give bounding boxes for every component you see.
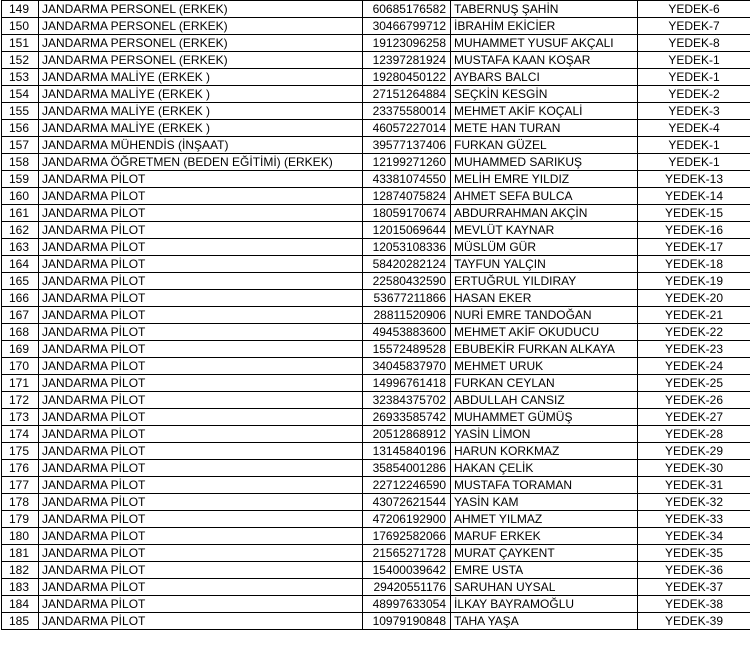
reserve-rank-cell: YEDEK-1 bbox=[638, 154, 750, 171]
full-name-cell: TAYFUN YALÇIN bbox=[451, 256, 638, 273]
table-row bbox=[2, 171, 750, 188]
id-number-cell: 43381074550 bbox=[363, 171, 451, 188]
position-cell: JANDARMA PİLOT bbox=[39, 562, 363, 579]
row-number-cell: 160 bbox=[2, 188, 39, 205]
full-name-cell: MÜSLÜM GÜR bbox=[451, 239, 638, 256]
table-row bbox=[2, 18, 750, 35]
id-number-cell: 22712246590 bbox=[363, 477, 451, 494]
position-cell: JANDARMA PİLOT bbox=[39, 188, 363, 205]
table-row bbox=[2, 511, 750, 528]
reserve-rank-cell: YEDEK-17 bbox=[638, 239, 750, 256]
position-cell: JANDARMA PİLOT bbox=[39, 307, 363, 324]
position-cell: JANDARMA PİLOT bbox=[39, 460, 363, 477]
row-number-cell: 158 bbox=[2, 154, 39, 171]
position-cell: JANDARMA PİLOT bbox=[39, 222, 363, 239]
full-name-cell: MUHAMMET YUSUF AKÇALI bbox=[451, 35, 638, 52]
reserve-rank-cell: YEDEK-1 bbox=[638, 137, 750, 154]
id-number-cell: 26933585742 bbox=[363, 409, 451, 426]
reserve-rank-cell: YEDEK-16 bbox=[638, 222, 750, 239]
row-number-cell: 179 bbox=[2, 511, 39, 528]
table-row bbox=[2, 205, 750, 222]
position-cell: JANDARMA PİLOT bbox=[39, 596, 363, 613]
full-name-cell: AHMET SEFA BULCA bbox=[451, 188, 638, 205]
full-name-cell: MUHAMMED SARIKUŞ bbox=[451, 154, 638, 171]
reserve-rank-cell: YEDEK-3 bbox=[638, 103, 750, 120]
id-number-cell: 30466799712 bbox=[363, 18, 451, 35]
reserve-rank-cell: YEDEK-34 bbox=[638, 528, 750, 545]
id-number-cell: 46057227014 bbox=[363, 120, 451, 137]
full-name-cell: NURİ EMRE TANDOĞAN bbox=[451, 307, 638, 324]
id-number-cell: 47206192900 bbox=[363, 511, 451, 528]
reserve-rank-cell: YEDEK-8 bbox=[638, 35, 750, 52]
row-number-cell: 161 bbox=[2, 205, 39, 222]
position-cell: JANDARMA PİLOT bbox=[39, 324, 363, 341]
position-cell: JANDARMA ÖĞRETMEN (BEDEN EĞİTİMİ) (ERKEK) bbox=[39, 154, 363, 171]
position-cell: JANDARMA PİLOT bbox=[39, 273, 363, 290]
full-name-cell: ERTUĞRUL YILDIRAY bbox=[451, 273, 638, 290]
id-number-cell: 15572489528 bbox=[363, 341, 451, 358]
full-name-cell: METE HAN TURAN bbox=[451, 120, 638, 137]
position-cell: JANDARMA PİLOT bbox=[39, 511, 363, 528]
id-number-cell: 53677211866 bbox=[363, 290, 451, 307]
position-cell: JANDARMA PİLOT bbox=[39, 426, 363, 443]
table-row bbox=[2, 69, 750, 86]
id-number-cell: 48997633054 bbox=[363, 596, 451, 613]
id-number-cell: 22580432590 bbox=[363, 273, 451, 290]
reserve-rank-cell: YEDEK-36 bbox=[638, 562, 750, 579]
reserve-rank-cell: YEDEK-28 bbox=[638, 426, 750, 443]
reserve-rank-cell: YEDEK-20 bbox=[638, 290, 750, 307]
reserve-rank-cell: YEDEK-2 bbox=[638, 86, 750, 103]
row-number-cell: 163 bbox=[2, 239, 39, 256]
position-cell: JANDARMA MALİYE (ERKEK ) bbox=[39, 120, 363, 137]
row-number-cell: 164 bbox=[2, 256, 39, 273]
position-cell: JANDARMA PERSONEL (ERKEK) bbox=[39, 1, 363, 18]
position-cell: JANDARMA PİLOT bbox=[39, 171, 363, 188]
id-number-cell: 12874075824 bbox=[363, 188, 451, 205]
row-number-cell: 178 bbox=[2, 494, 39, 511]
id-number-cell: 34045837970 bbox=[363, 358, 451, 375]
full-name-cell: TAHA YAŞA bbox=[451, 613, 638, 630]
full-name-cell: İLKAY BAYRAMOĞLU bbox=[451, 596, 638, 613]
full-name-cell: SARUHAN UYSAL bbox=[451, 579, 638, 596]
position-cell: JANDARMA PİLOT bbox=[39, 205, 363, 222]
table-row bbox=[2, 494, 750, 511]
reserve-rank-cell: YEDEK-13 bbox=[638, 171, 750, 188]
id-number-cell: 17692582066 bbox=[363, 528, 451, 545]
full-name-cell: MEHMET AKİF OKUDUCU bbox=[451, 324, 638, 341]
row-number-cell: 152 bbox=[2, 52, 39, 69]
table-row bbox=[2, 120, 750, 137]
row-number-cell: 154 bbox=[2, 86, 39, 103]
row-number-cell: 167 bbox=[2, 307, 39, 324]
full-name-cell: MUSTAFA TORAMAN bbox=[451, 477, 638, 494]
reserve-rank-cell: YEDEK-39 bbox=[638, 613, 750, 630]
position-cell: JANDARMA PİLOT bbox=[39, 290, 363, 307]
row-number-cell: 169 bbox=[2, 341, 39, 358]
table-row bbox=[2, 477, 750, 494]
position-cell: JANDARMA MALİYE (ERKEK ) bbox=[39, 103, 363, 120]
full-name-cell: HASAN EKER bbox=[451, 290, 638, 307]
position-cell: JANDARMA PİLOT bbox=[39, 341, 363, 358]
position-cell: JANDARMA PİLOT bbox=[39, 239, 363, 256]
position-cell: JANDARMA PİLOT bbox=[39, 392, 363, 409]
table-row bbox=[2, 562, 750, 579]
id-number-cell: 27151264884 bbox=[363, 86, 451, 103]
position-cell: JANDARMA MALİYE (ERKEK ) bbox=[39, 69, 363, 86]
row-number-cell: 157 bbox=[2, 137, 39, 154]
row-number-cell: 176 bbox=[2, 460, 39, 477]
id-number-cell: 35854001286 bbox=[363, 460, 451, 477]
reserve-rank-cell: YEDEK-4 bbox=[638, 120, 750, 137]
reserve-rank-cell: YEDEK-22 bbox=[638, 324, 750, 341]
reserve-rank-cell: YEDEK-25 bbox=[638, 375, 750, 392]
id-number-cell: 28811520906 bbox=[363, 307, 451, 324]
row-number-cell: 155 bbox=[2, 103, 39, 120]
row-number-cell: 153 bbox=[2, 69, 39, 86]
table-row bbox=[2, 596, 750, 613]
position-cell: JANDARMA PİLOT bbox=[39, 256, 363, 273]
row-number-cell: 159 bbox=[2, 171, 39, 188]
row-number-cell: 171 bbox=[2, 375, 39, 392]
id-number-cell: 19123096258 bbox=[363, 35, 451, 52]
table-row bbox=[2, 375, 750, 392]
position-cell: JANDARMA PERSONEL (ERKEK) bbox=[39, 52, 363, 69]
position-cell: JANDARMA PİLOT bbox=[39, 613, 363, 630]
row-number-cell: 180 bbox=[2, 528, 39, 545]
reserve-rank-cell: YEDEK-18 bbox=[638, 256, 750, 273]
position-cell: JANDARMA PİLOT bbox=[39, 375, 363, 392]
position-cell: JANDARMA PERSONEL (ERKEK) bbox=[39, 18, 363, 35]
table-row bbox=[2, 613, 750, 630]
position-cell: JANDARMA PİLOT bbox=[39, 579, 363, 596]
row-number-cell: 175 bbox=[2, 443, 39, 460]
row-number-cell: 170 bbox=[2, 358, 39, 375]
table-row bbox=[2, 528, 750, 545]
row-number-cell: 172 bbox=[2, 392, 39, 409]
reserve-rank-cell: YEDEK-32 bbox=[638, 494, 750, 511]
table-row bbox=[2, 273, 750, 290]
reserve-rank-cell: YEDEK-33 bbox=[638, 511, 750, 528]
full-name-cell: MEHMET AKİF KOÇALİ bbox=[451, 103, 638, 120]
reserve-rank-cell: YEDEK-35 bbox=[638, 545, 750, 562]
table-row bbox=[2, 137, 750, 154]
row-number-cell: 177 bbox=[2, 477, 39, 494]
position-cell: JANDARMA PİLOT bbox=[39, 528, 363, 545]
table-row bbox=[2, 86, 750, 103]
reserve-rank-cell: YEDEK-31 bbox=[638, 477, 750, 494]
row-number-cell: 162 bbox=[2, 222, 39, 239]
reserve-rank-cell: YEDEK-23 bbox=[638, 341, 750, 358]
table-row bbox=[2, 1, 750, 18]
table-row bbox=[2, 222, 750, 239]
reserve-rank-cell: YEDEK-29 bbox=[638, 443, 750, 460]
full-name-cell: SEÇKİN KESGİN bbox=[451, 86, 638, 103]
position-cell: JANDARMA MALİYE (ERKEK ) bbox=[39, 86, 363, 103]
full-name-cell: TABERNUŞ ŞAHİN bbox=[451, 1, 638, 18]
table-row bbox=[2, 392, 750, 409]
position-cell: JANDARMA PİLOT bbox=[39, 443, 363, 460]
position-cell: JANDARMA PİLOT bbox=[39, 477, 363, 494]
table-row bbox=[2, 307, 750, 324]
table-row bbox=[2, 188, 750, 205]
id-number-cell: 39577137406 bbox=[363, 137, 451, 154]
position-cell: JANDARMA PİLOT bbox=[39, 358, 363, 375]
reserve-rank-cell: YEDEK-24 bbox=[638, 358, 750, 375]
reserve-rank-cell: YEDEK-7 bbox=[638, 18, 750, 35]
reserve-rank-cell: YEDEK-27 bbox=[638, 409, 750, 426]
table-row bbox=[2, 324, 750, 341]
table-row bbox=[2, 154, 750, 171]
reserve-rank-cell: YEDEK-15 bbox=[638, 205, 750, 222]
full-name-cell: HAKAN ÇELİK bbox=[451, 460, 638, 477]
table-row bbox=[2, 35, 750, 52]
full-name-cell: MUHAMMET GÜMÜŞ bbox=[451, 409, 638, 426]
table-row bbox=[2, 358, 750, 375]
row-number-cell: 150 bbox=[2, 18, 39, 35]
row-number-cell: 181 bbox=[2, 545, 39, 562]
full-name-cell: AHMET YILMAZ bbox=[451, 511, 638, 528]
row-number-cell: 151 bbox=[2, 35, 39, 52]
id-number-cell: 20512868912 bbox=[363, 426, 451, 443]
id-number-cell: 12397281924 bbox=[363, 52, 451, 69]
id-number-cell: 13145840196 bbox=[363, 443, 451, 460]
reserve-rank-cell: YEDEK-1 bbox=[638, 52, 750, 69]
full-name-cell: MARUF ERKEK bbox=[451, 528, 638, 545]
id-number-cell: 32384375702 bbox=[363, 392, 451, 409]
id-number-cell: 21565271728 bbox=[363, 545, 451, 562]
row-number-cell: 149 bbox=[2, 1, 39, 18]
row-number-cell: 174 bbox=[2, 426, 39, 443]
table-row bbox=[2, 443, 750, 460]
position-cell: JANDARMA MÜHENDİS (İNŞAAT) bbox=[39, 137, 363, 154]
results-table-body bbox=[2, 1, 750, 630]
reserve-rank-cell: YEDEK-26 bbox=[638, 392, 750, 409]
table-row bbox=[2, 256, 750, 273]
full-name-cell: YASİN LİMON bbox=[451, 426, 638, 443]
reserve-rank-cell: YEDEK-37 bbox=[638, 579, 750, 596]
reserve-rank-cell: YEDEK-30 bbox=[638, 460, 750, 477]
id-number-cell: 12053108336 bbox=[363, 239, 451, 256]
position-cell: JANDARMA PİLOT bbox=[39, 545, 363, 562]
table-row bbox=[2, 239, 750, 256]
id-number-cell: 12015069644 bbox=[363, 222, 451, 239]
table-row bbox=[2, 341, 750, 358]
row-number-cell: 166 bbox=[2, 290, 39, 307]
full-name-cell: EBUBEKİR FURKAN ALKAYA bbox=[451, 341, 638, 358]
full-name-cell: MELİH EMRE YILDIZ bbox=[451, 171, 638, 188]
id-number-cell: 60685176582 bbox=[363, 1, 451, 18]
position-cell: JANDARMA PERSONEL (ERKEK) bbox=[39, 35, 363, 52]
row-number-cell: 185 bbox=[2, 613, 39, 630]
id-number-cell: 14996761418 bbox=[363, 375, 451, 392]
id-number-cell: 29420551176 bbox=[363, 579, 451, 596]
table-row bbox=[2, 460, 750, 477]
row-number-cell: 183 bbox=[2, 579, 39, 596]
id-number-cell: 49453883600 bbox=[363, 324, 451, 341]
reserve-rank-cell: YEDEK-6 bbox=[638, 1, 750, 18]
reserve-rank-cell: YEDEK-14 bbox=[638, 188, 750, 205]
full-name-cell: ABDURRAHMAN AKÇİN bbox=[451, 205, 638, 222]
id-number-cell: 10979190848 bbox=[363, 613, 451, 630]
row-number-cell: 156 bbox=[2, 120, 39, 137]
results-table bbox=[1, 0, 750, 630]
id-number-cell: 23375580014 bbox=[363, 103, 451, 120]
row-number-cell: 173 bbox=[2, 409, 39, 426]
full-name-cell: EMRE USTA bbox=[451, 562, 638, 579]
reserve-rank-cell: YEDEK-19 bbox=[638, 273, 750, 290]
table-row bbox=[2, 409, 750, 426]
reserve-rank-cell: YEDEK-38 bbox=[638, 596, 750, 613]
id-number-cell: 12199271260 bbox=[363, 154, 451, 171]
table-row bbox=[2, 290, 750, 307]
position-cell: JANDARMA PİLOT bbox=[39, 494, 363, 511]
full-name-cell: AYBARS BALCI bbox=[451, 69, 638, 86]
position-cell: JANDARMA PİLOT bbox=[39, 409, 363, 426]
table-row bbox=[2, 579, 750, 596]
row-number-cell: 182 bbox=[2, 562, 39, 579]
id-number-cell: 58420282124 bbox=[363, 256, 451, 273]
reserve-rank-cell: YEDEK-21 bbox=[638, 307, 750, 324]
full-name-cell: MEHMET URUK bbox=[451, 358, 638, 375]
full-name-cell: MURAT ÇAYKENT bbox=[451, 545, 638, 562]
id-number-cell: 19280450122 bbox=[363, 69, 451, 86]
id-number-cell: 18059170674 bbox=[363, 205, 451, 222]
row-number-cell: 184 bbox=[2, 596, 39, 613]
row-number-cell: 168 bbox=[2, 324, 39, 341]
row-number-cell: 165 bbox=[2, 273, 39, 290]
full-name-cell: HARUN KORKMAZ bbox=[451, 443, 638, 460]
full-name-cell: MUSTAFA KAAN KOŞAR bbox=[451, 52, 638, 69]
full-name-cell: YASİN KAM bbox=[451, 494, 638, 511]
full-name-cell: FURKAN CEYLAN bbox=[451, 375, 638, 392]
table-row bbox=[2, 103, 750, 120]
table-row bbox=[2, 545, 750, 562]
table-row bbox=[2, 426, 750, 443]
reserve-rank-cell: YEDEK-1 bbox=[638, 69, 750, 86]
id-number-cell: 15400039642 bbox=[363, 562, 451, 579]
full-name-cell: İBRAHİM EKİCİER bbox=[451, 18, 638, 35]
table-row bbox=[2, 52, 750, 69]
full-name-cell: MEVLÜT KAYNAR bbox=[451, 222, 638, 239]
full-name-cell: FURKAN GÜZEL bbox=[451, 137, 638, 154]
id-number-cell: 43072621544 bbox=[363, 494, 451, 511]
full-name-cell: ABDULLAH CANSIZ bbox=[451, 392, 638, 409]
